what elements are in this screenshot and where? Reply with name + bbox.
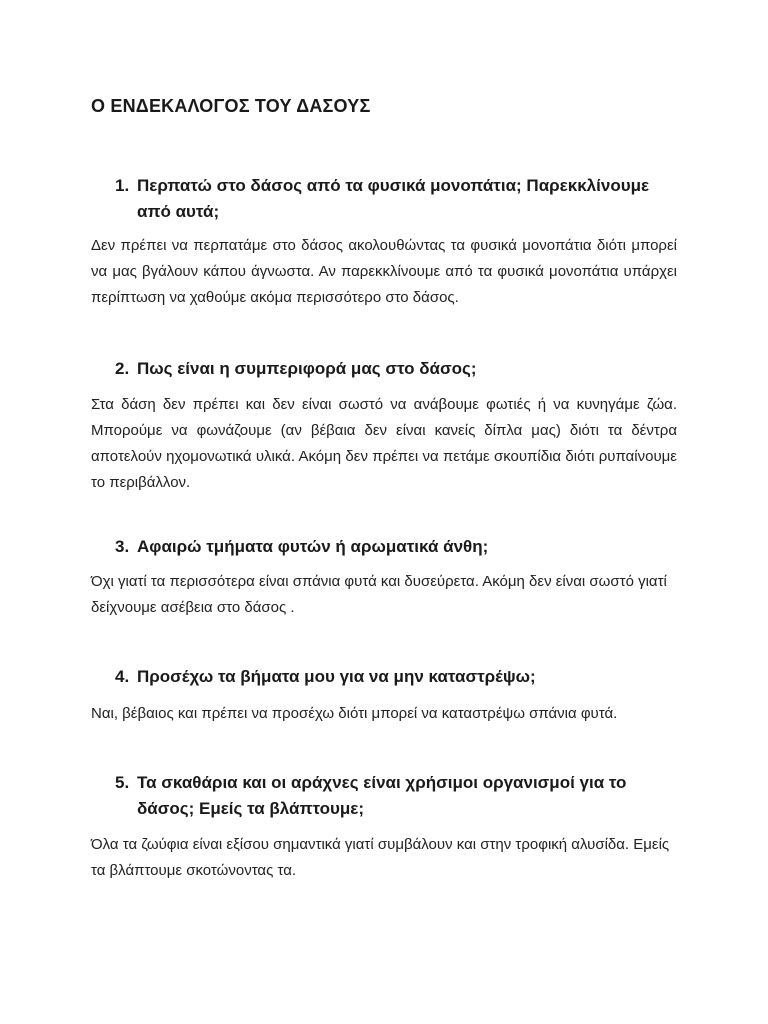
question-3 [91, 534, 681, 560]
question-number: 4. [115, 667, 130, 686]
question-1 [91, 173, 681, 225]
answer-3: Όχι γιατί τα περισσότερα είναι σπάνια φυτά και δυσεύρετα. Ακόμη δεν είναι σωστό γιατί δείχνουμε ασέβεια στο δάσος . [91, 573, 667, 616]
question-4 [91, 664, 681, 690]
answer-2: Στα δάση δεν πρέπει και δεν είναι σωστό να ανάβουμε φωτιές ή να κυνηγάμε ζώα. Μπορούμε να φωνάζουμε (αν βέβαια δεν είναι κανείς δίπλα μας) διότι τα δέντρα αποτελούν ηχομονωτικά υλικά. Ακόμη δεν πρέπει να πετάμε σκουπίδια διότι ρυπαίνουμε το περιβάλλον. [91, 396, 677, 491]
question-number: 3. [115, 537, 130, 556]
question-5 [91, 770, 681, 822]
question-number: 2. [115, 359, 130, 378]
question-number: 1. [115, 176, 130, 195]
question-text: Περπατώ στο δάσος από τα φυσικά μονοπάτια; Παρεκκλίνουμε από αυτά; [137, 176, 650, 221]
question-number: 5. [115, 773, 130, 792]
question-text: Τα σκαθάρια και οι αράχνες είναι χρήσιμοι οργανισμοί για το δάσος; Εμείς τα βλάπτουμε; [137, 773, 627, 818]
question-text: Προσέχω τα βήματα μου για να μην καταστρέψω; [137, 667, 536, 686]
question-text: Αφαιρώ τμήματα φυτών ή αρωματικά άνθη; [137, 537, 489, 556]
question-text: Πως είναι η συμπεριφορά μας στο δάσος; [137, 359, 477, 378]
question-2 [91, 356, 681, 382]
answer-4: Ναι, βέβαιος και πρέπει να προσέχω διότι μπορεί να καταστρέψω σπάνια φυτά. [91, 705, 618, 722]
document-title: Ο ΕΝΔΕΚΑΛΟΓΟΣ ΤΟΥ ΔΑΣΟΥΣ [91, 96, 371, 116]
answer-1: Δεν πρέπει να περπατάμε στο δάσος ακολουθώντας τα φυσικά μονοπάτια διότι μπορεί να μας βγάλουν κάπου άγνωστα. Αν παρεκκλίνουμε από τα φυσικά μονοπάτια υπάρχει περίπτωση να χαθούμε ακόμα περισσότερο στο δάσος. [91, 237, 677, 306]
answer-5: Όλα τα ζωύφια είναι εξίσου σημαντικά γιατί συμβάλουν και στην τροφική αλυσίδα. Εμείς τα βλάπτουμε σκοτώνοντας τα. [91, 836, 670, 879]
